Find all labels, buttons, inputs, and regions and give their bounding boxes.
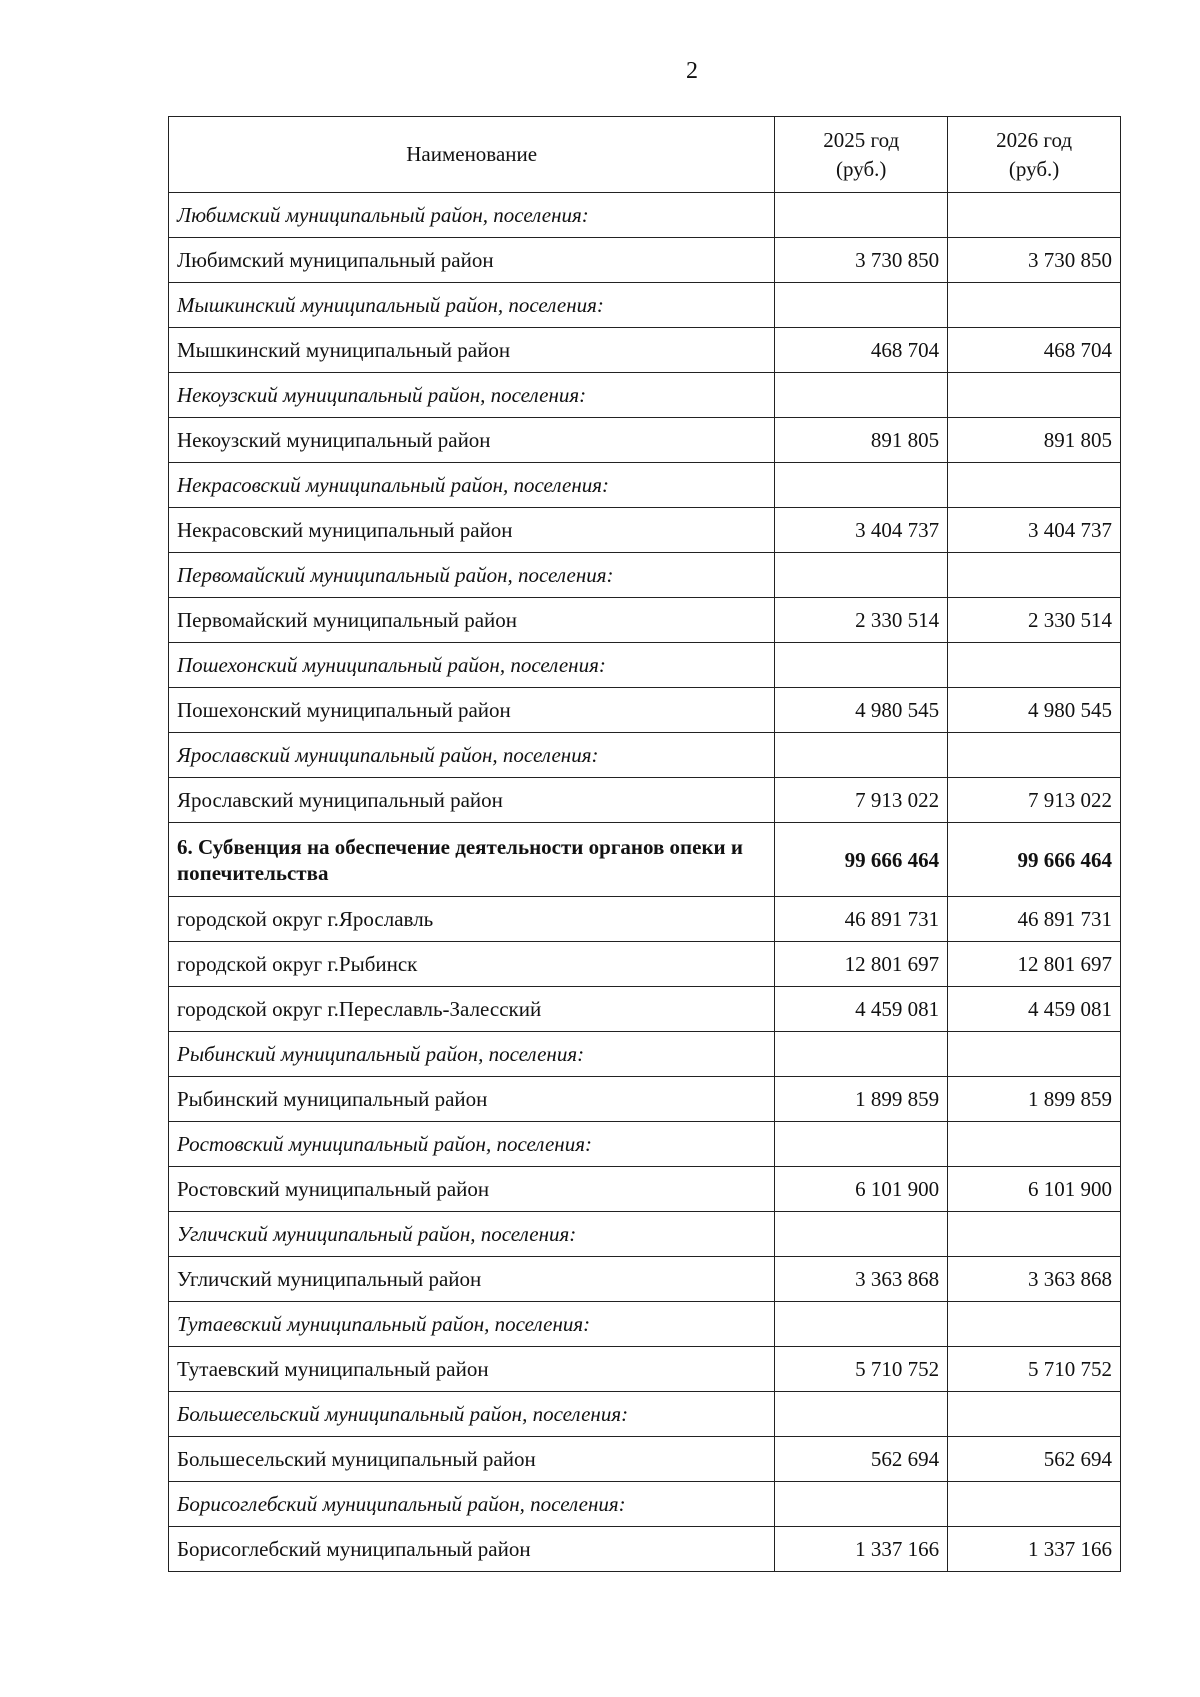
row-name: Мышкинский муниципальный район bbox=[169, 328, 775, 373]
row-name: Угличский муниципальный район, поселения: bbox=[169, 1212, 775, 1257]
header-2026-year: 2026 год bbox=[996, 127, 1073, 152]
row-name: Первомайский муниципальный район bbox=[169, 598, 775, 643]
header-2026 bbox=[948, 117, 1121, 193]
value-2026 bbox=[948, 463, 1121, 508]
table-row bbox=[169, 598, 1121, 643]
value-2026: 7 913 022 bbox=[948, 778, 1121, 823]
row-name: 6. Субвенция на обеспечение деятельности органов опеки и попечительства bbox=[169, 823, 775, 897]
row-name: Некоузский муниципальный район bbox=[169, 418, 775, 463]
value-2026: 3 730 850 bbox=[948, 238, 1121, 283]
table-header bbox=[169, 117, 1121, 193]
row-name: Тутаевский муниципальный район, поселения: bbox=[169, 1302, 775, 1347]
value-2026: 6 101 900 bbox=[948, 1167, 1121, 1212]
value-2026 bbox=[948, 1212, 1121, 1257]
table-row bbox=[169, 1167, 1121, 1212]
value-2025: 1 337 166 bbox=[775, 1527, 948, 1572]
value-2026: 99 666 464 bbox=[948, 823, 1121, 897]
value-2025: 3 730 850 bbox=[775, 238, 948, 283]
value-2026: 3 363 868 bbox=[948, 1257, 1121, 1302]
row-name: Ярославский муниципальный район bbox=[169, 778, 775, 823]
subsidy-table bbox=[168, 116, 1121, 1572]
value-2026: 891 805 bbox=[948, 418, 1121, 463]
value-2025: 891 805 bbox=[775, 418, 948, 463]
value-2025: 1 899 859 bbox=[775, 1077, 948, 1122]
row-name: Любимский муниципальный район, поселения: bbox=[169, 193, 775, 238]
row-name: городской округ г.Переславль-Залесский bbox=[169, 987, 775, 1032]
table-row bbox=[169, 823, 1121, 897]
value-2026: 468 704 bbox=[948, 328, 1121, 373]
value-2026 bbox=[948, 553, 1121, 598]
value-2025 bbox=[775, 463, 948, 508]
table-row bbox=[169, 238, 1121, 283]
value-2026 bbox=[948, 1302, 1121, 1347]
value-2025 bbox=[775, 1032, 948, 1077]
table-row bbox=[169, 373, 1121, 418]
value-2026 bbox=[948, 373, 1121, 418]
value-2025 bbox=[775, 283, 948, 328]
table-row bbox=[169, 1302, 1121, 1347]
table-row bbox=[169, 418, 1121, 463]
value-2026 bbox=[948, 1032, 1121, 1077]
table-row bbox=[169, 1347, 1121, 1392]
value-2026 bbox=[948, 193, 1121, 238]
value-2025 bbox=[775, 1122, 948, 1167]
value-2025 bbox=[775, 1482, 948, 1527]
table-row bbox=[169, 193, 1121, 238]
value-2025 bbox=[775, 1212, 948, 1257]
header-2025-year: 2025 год bbox=[823, 127, 900, 152]
value-2025 bbox=[775, 733, 948, 778]
row-name: Борисоглебский муниципальный район, поселения: bbox=[169, 1482, 775, 1527]
table-row bbox=[169, 733, 1121, 778]
table-row bbox=[169, 688, 1121, 733]
row-name: Большесельский муниципальный район, поселения: bbox=[169, 1392, 775, 1437]
value-2025: 5 710 752 bbox=[775, 1347, 948, 1392]
table-row bbox=[169, 1527, 1121, 1572]
value-2025 bbox=[775, 1392, 948, 1437]
table-row bbox=[169, 1482, 1121, 1527]
header-2025-unit: (руб.) bbox=[836, 156, 887, 181]
value-2025: 12 801 697 bbox=[775, 942, 948, 987]
table-row bbox=[169, 1392, 1121, 1437]
value-2026: 46 891 731 bbox=[948, 897, 1121, 942]
value-2025: 99 666 464 bbox=[775, 823, 948, 897]
row-name: Пошехонский муниципальный район, поселения: bbox=[169, 643, 775, 688]
value-2026: 12 801 697 bbox=[948, 942, 1121, 987]
row-name: Некрасовский муниципальный район, поселения: bbox=[169, 463, 775, 508]
value-2026: 1 899 859 bbox=[948, 1077, 1121, 1122]
value-2026 bbox=[948, 733, 1121, 778]
table-row bbox=[169, 643, 1121, 688]
table-row bbox=[169, 283, 1121, 328]
value-2026: 1 337 166 bbox=[948, 1527, 1121, 1572]
row-name: Большесельский муниципальный район bbox=[169, 1437, 775, 1482]
value-2025: 562 694 bbox=[775, 1437, 948, 1482]
table-row bbox=[169, 897, 1121, 942]
value-2025 bbox=[775, 1302, 948, 1347]
value-2026 bbox=[948, 1122, 1121, 1167]
value-2025: 4 459 081 bbox=[775, 987, 948, 1032]
row-name: Ростовский муниципальный район, поселения: bbox=[169, 1122, 775, 1167]
table-row bbox=[169, 1077, 1121, 1122]
table-row bbox=[169, 463, 1121, 508]
value-2026: 5 710 752 bbox=[948, 1347, 1121, 1392]
table-row bbox=[169, 942, 1121, 987]
value-2025: 2 330 514 bbox=[775, 598, 948, 643]
table-row bbox=[169, 1032, 1121, 1077]
table-row bbox=[169, 1437, 1121, 1482]
value-2025: 4 980 545 bbox=[775, 688, 948, 733]
header-2026-unit: (руб.) bbox=[1008, 156, 1060, 181]
value-2026: 3 404 737 bbox=[948, 508, 1121, 553]
row-name: городской округ г.Рыбинск bbox=[169, 942, 775, 987]
page-number: 2 bbox=[686, 58, 698, 84]
table-row bbox=[169, 778, 1121, 823]
value-2025: 46 891 731 bbox=[775, 897, 948, 942]
table-row bbox=[169, 1122, 1121, 1167]
value-2026 bbox=[948, 643, 1121, 688]
row-name: Некрасовский муниципальный район bbox=[169, 508, 775, 553]
value-2026: 4 459 081 bbox=[948, 987, 1121, 1032]
table-row bbox=[169, 987, 1121, 1032]
row-name: Тутаевский муниципальный район bbox=[169, 1347, 775, 1392]
table-row bbox=[169, 508, 1121, 553]
value-2026 bbox=[948, 1392, 1121, 1437]
row-name: Рыбинский муниципальный район, поселения: bbox=[169, 1032, 775, 1077]
header-name: Наименование bbox=[169, 117, 775, 193]
value-2026 bbox=[948, 1482, 1121, 1527]
header-2025 bbox=[775, 117, 948, 193]
value-2026: 4 980 545 bbox=[948, 688, 1121, 733]
value-2025: 7 913 022 bbox=[775, 778, 948, 823]
row-name: Ярославский муниципальный район, поселения: bbox=[169, 733, 775, 778]
value-2025: 6 101 900 bbox=[775, 1167, 948, 1212]
value-2025 bbox=[775, 373, 948, 418]
value-2025 bbox=[775, 553, 948, 598]
table-row bbox=[169, 1257, 1121, 1302]
table-row bbox=[169, 1212, 1121, 1257]
row-name: Мышкинский муниципальный район, поселения: bbox=[169, 283, 775, 328]
value-2025 bbox=[775, 193, 948, 238]
value-2025: 3 363 868 bbox=[775, 1257, 948, 1302]
row-name: Рыбинский муниципальный район bbox=[169, 1077, 775, 1122]
value-2025 bbox=[775, 643, 948, 688]
row-name: Любимский муниципальный район bbox=[169, 238, 775, 283]
row-name: Пошехонский муниципальный район bbox=[169, 688, 775, 733]
value-2026: 2 330 514 bbox=[948, 598, 1121, 643]
value-2026 bbox=[948, 283, 1121, 328]
table-row bbox=[169, 553, 1121, 598]
row-name: Некоузский муниципальный район, поселения: bbox=[169, 373, 775, 418]
table-row bbox=[169, 328, 1121, 373]
row-name: Угличский муниципальный район bbox=[169, 1257, 775, 1302]
value-2026: 562 694 bbox=[948, 1437, 1121, 1482]
row-name: Борисоглебский муниципальный район bbox=[169, 1527, 775, 1572]
row-name: Ростовский муниципальный район bbox=[169, 1167, 775, 1212]
row-name: городской округ г.Ярославль bbox=[169, 897, 775, 942]
row-name: Первомайский муниципальный район, поселения: bbox=[169, 553, 775, 598]
value-2025: 468 704 bbox=[775, 328, 948, 373]
value-2025: 3 404 737 bbox=[775, 508, 948, 553]
